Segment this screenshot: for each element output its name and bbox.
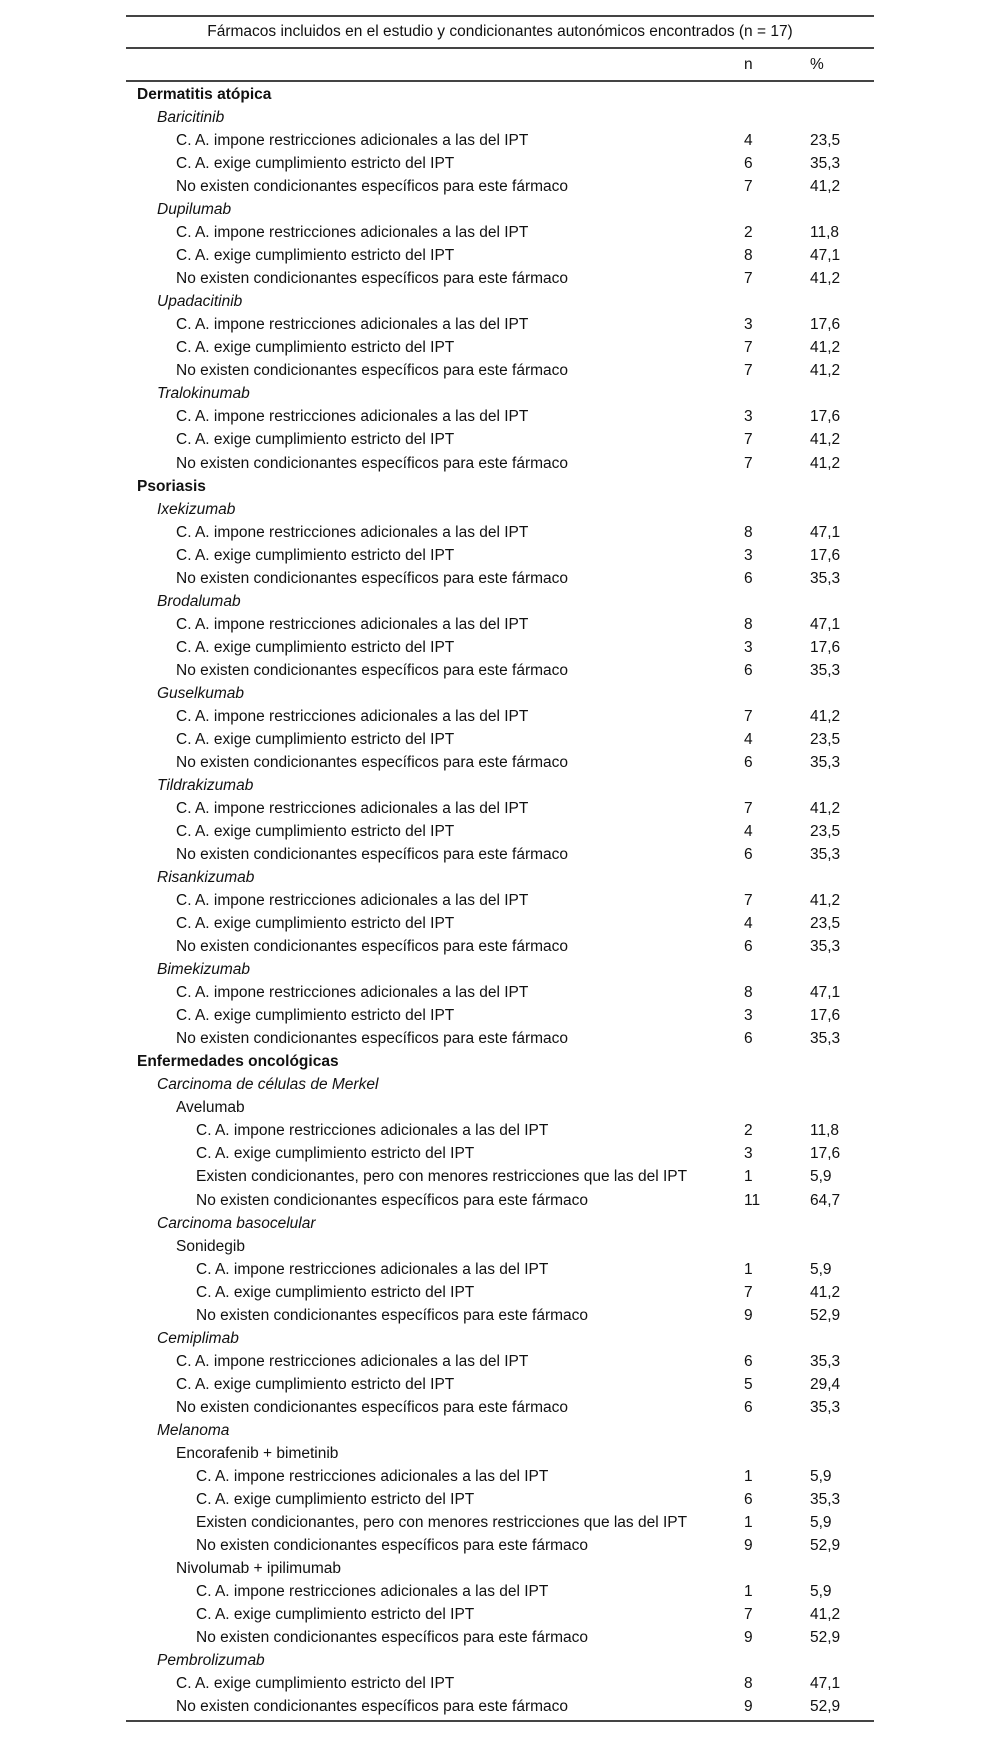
condition-row bbox=[126, 1142, 874, 1165]
data-table bbox=[126, 15, 874, 1722]
cell-percent: 23,5 bbox=[810, 132, 841, 150]
row-label: No existen condicionantes específicos para este fármaco bbox=[176, 846, 569, 864]
row-label: C. A. exige cumplimiento estricto del IPT bbox=[176, 431, 455, 449]
row-label: Melanoma bbox=[157, 1421, 230, 1439]
condition-row bbox=[126, 567, 874, 590]
condition-row bbox=[126, 751, 874, 774]
row-label: No existen condicionantes específicos para este fármaco bbox=[176, 178, 569, 196]
row-label: Pembrolizumab bbox=[157, 1652, 265, 1670]
drug-row bbox=[126, 682, 874, 705]
drug-row bbox=[126, 866, 874, 889]
row-label: Avelumab bbox=[176, 1099, 245, 1117]
cell-percent: 23,5 bbox=[810, 823, 841, 840]
condition-row bbox=[126, 313, 874, 336]
row-label: C. A. impone restricciones adicionales a las del IPT bbox=[176, 224, 529, 242]
cell-percent: 35,3 bbox=[810, 569, 841, 587]
drug-row bbox=[126, 1649, 874, 1672]
condition-row bbox=[126, 613, 874, 636]
cell-percent: 47,1 bbox=[810, 615, 841, 633]
cell-percent: 47,1 bbox=[810, 1675, 841, 1693]
cell-percent: 52,9 bbox=[810, 1698, 841, 1716]
condition-row bbox=[126, 1027, 874, 1050]
condition-row bbox=[126, 1580, 874, 1603]
column-header-row bbox=[126, 49, 874, 80]
category-row bbox=[126, 83, 874, 106]
row-label: C. A. exige cumplimiento estricto del IPT bbox=[176, 546, 455, 564]
condition-row bbox=[126, 797, 874, 820]
cell-percent: 17,6 bbox=[810, 316, 841, 334]
cell-n: 1 bbox=[744, 1168, 753, 1186]
row-label: C. A. impone restricciones adicionales a las del IPT bbox=[176, 408, 529, 426]
cell-n: 7 bbox=[744, 431, 753, 449]
drug-row bbox=[126, 290, 874, 313]
cell-n: 6 bbox=[744, 753, 753, 771]
cell-percent: 41,2 bbox=[810, 454, 841, 472]
row-label: C. A. exige cumplimiento estricto del IPT bbox=[196, 1145, 475, 1163]
row-label: Guselkumab bbox=[157, 684, 245, 702]
cell-percent: 35,3 bbox=[810, 1398, 841, 1416]
cell-percent: 23,5 bbox=[810, 915, 841, 933]
row-label: No existen condicionantes específicos para este fármaco bbox=[176, 938, 569, 956]
row-label: C. A. impone restricciones adicionales a las del IPT bbox=[176, 523, 529, 541]
bottom-rule bbox=[126, 1720, 874, 1722]
row-label: C. A. exige cumplimiento estricto del IPT bbox=[176, 247, 455, 265]
cell-percent: 35,3 bbox=[810, 155, 841, 173]
cell-percent: 35,3 bbox=[810, 1490, 841, 1508]
drug-row bbox=[126, 1096, 874, 1119]
condition-row bbox=[126, 728, 874, 751]
cell-percent: 41,2 bbox=[810, 1606, 841, 1624]
cell-n: 3 bbox=[744, 316, 753, 334]
condition-row bbox=[126, 935, 874, 958]
row-label: No existen condicionantes específicos para este fármaco bbox=[176, 1030, 569, 1048]
cell-percent: 47,1 bbox=[810, 523, 841, 541]
cell-percent: 41,2 bbox=[810, 892, 841, 910]
condition-row bbox=[126, 1511, 874, 1534]
cell-percent: 41,2 bbox=[810, 431, 841, 449]
cell-percent: 5,9 bbox=[810, 1467, 832, 1485]
cell-percent: 52,9 bbox=[810, 1629, 841, 1647]
condition-row bbox=[126, 1465, 874, 1488]
condition-row bbox=[126, 521, 874, 544]
row-label: Encorafenib + bimetinib bbox=[176, 1444, 339, 1462]
cell-percent: 41,2 bbox=[810, 1283, 841, 1301]
drug-row bbox=[126, 1442, 874, 1465]
cell-n: 4 bbox=[744, 132, 753, 150]
condition-row bbox=[126, 1189, 874, 1212]
cell-percent: 35,3 bbox=[810, 938, 841, 956]
cell-n: 6 bbox=[744, 661, 753, 679]
cell-n: 4 bbox=[744, 823, 753, 840]
category-row bbox=[126, 475, 874, 498]
cell-n: 8 bbox=[744, 984, 753, 1002]
cell-n: 1 bbox=[744, 1583, 753, 1601]
cell-percent: 35,3 bbox=[810, 753, 841, 771]
row-label: C. A. impone restricciones adicionales a las del IPT bbox=[196, 1583, 549, 1601]
condition-row bbox=[126, 1695, 874, 1718]
drug-row bbox=[126, 382, 874, 405]
row-label: C. A. impone restricciones adicionales a las del IPT bbox=[196, 1122, 549, 1140]
cell-n: 6 bbox=[744, 1030, 753, 1048]
cell-n: 2 bbox=[744, 1122, 753, 1140]
row-label: C. A. exige cumplimiento estricto del IPT bbox=[196, 1283, 475, 1301]
cell-percent: 35,3 bbox=[810, 846, 841, 864]
row-label: No existen condicionantes específicos para este fármaco bbox=[176, 362, 569, 380]
condition-row bbox=[126, 152, 874, 175]
cell-n: 6 bbox=[744, 1490, 753, 1508]
cell-percent: 5,9 bbox=[810, 1168, 832, 1186]
cell-percent: 11,8 bbox=[810, 224, 840, 242]
row-label: Dermatitis atópica bbox=[137, 86, 272, 103]
row-label: C. A. impone restricciones adicionales a las del IPT bbox=[176, 316, 529, 334]
cell-n: 3 bbox=[744, 546, 753, 564]
cell-percent: 11,8 bbox=[810, 1122, 840, 1140]
drug-row bbox=[126, 1327, 874, 1350]
condition-row bbox=[126, 1350, 874, 1373]
row-label: Bimekizumab bbox=[157, 961, 251, 979]
condition-row bbox=[126, 336, 874, 359]
row-label: C. A. exige cumplimiento estricto del IPT bbox=[196, 1490, 475, 1508]
row-label: C. A. exige cumplimiento estricto del IPT bbox=[176, 1007, 455, 1025]
row-label: C. A. exige cumplimiento estricto del IPT bbox=[176, 915, 455, 933]
row-label: Carcinoma de células de Merkel bbox=[157, 1076, 379, 1094]
cell-percent: 5,9 bbox=[810, 1583, 832, 1601]
row-label: C. A. exige cumplimiento estricto del IPT bbox=[176, 1375, 455, 1393]
cell-percent: 35,3 bbox=[810, 1352, 841, 1370]
drug-row bbox=[126, 1235, 874, 1258]
condition-row bbox=[126, 981, 874, 1004]
category-row bbox=[126, 1050, 874, 1073]
condition-row bbox=[126, 1119, 874, 1142]
row-label: C. A. exige cumplimiento estricto del IPT bbox=[196, 1606, 475, 1624]
condition-row bbox=[126, 705, 874, 728]
cell-n: 9 bbox=[744, 1306, 753, 1324]
cell-percent: 35,3 bbox=[810, 661, 841, 679]
cell-percent: 17,6 bbox=[810, 1007, 841, 1025]
condition-row bbox=[126, 1672, 874, 1695]
row-label: Risankizumab bbox=[157, 869, 255, 887]
drug-row bbox=[126, 106, 874, 129]
cell-n: 7 bbox=[744, 178, 753, 196]
cell-percent: 41,2 bbox=[810, 362, 841, 380]
row-label: No existen condicionantes específicos para este fármaco bbox=[176, 270, 569, 288]
condition-row bbox=[126, 1258, 874, 1281]
row-label: C. A. impone restricciones adicionales a las del IPT bbox=[196, 1260, 549, 1278]
condition-row bbox=[126, 452, 874, 475]
cell-percent: 17,6 bbox=[810, 638, 841, 656]
row-label: C. A. impone restricciones adicionales a las del IPT bbox=[176, 615, 529, 633]
row-label: No existen condicionantes específicos para este fármaco bbox=[196, 1629, 589, 1647]
cell-percent: 47,1 bbox=[810, 984, 841, 1002]
row-label: C. A. exige cumplimiento estricto del IPT bbox=[176, 823, 455, 840]
condition-row bbox=[126, 912, 874, 935]
condition-row bbox=[126, 1373, 874, 1396]
cell-n: 11 bbox=[744, 1191, 761, 1209]
row-label: Tildrakizumab bbox=[157, 776, 254, 794]
condition-row bbox=[126, 1304, 874, 1327]
row-label: Nivolumab + ipilimumab bbox=[176, 1560, 341, 1577]
row-label: C. A. exige cumplimiento estricto del IPT bbox=[176, 730, 455, 748]
condition-row bbox=[126, 1534, 874, 1557]
cell-n: 6 bbox=[744, 938, 753, 956]
cell-n: 7 bbox=[744, 339, 753, 357]
cell-n: 3 bbox=[744, 638, 753, 656]
table-body bbox=[126, 82, 874, 1720]
row-label: C. A. impone restricciones adicionales a las del IPT bbox=[176, 892, 529, 910]
condition-row bbox=[126, 359, 874, 382]
row-label: Dupilumab bbox=[157, 201, 232, 219]
row-label: No existen condicionantes específicos para este fármaco bbox=[196, 1306, 589, 1324]
table-title: Fármacos incluidos en el estudio y condicionantes autonómicos encontrados (n = 17) bbox=[207, 23, 793, 40]
cell-n: 1 bbox=[744, 1513, 753, 1531]
row-label: Existen condicionantes, pero con menores restricciones que las del IPT bbox=[196, 1168, 688, 1186]
cell-n: 6 bbox=[744, 1398, 753, 1416]
cell-n: 8 bbox=[744, 523, 753, 541]
cell-percent: 52,9 bbox=[810, 1306, 841, 1324]
row-label: Ixekizumab bbox=[157, 500, 236, 518]
cell-n: 8 bbox=[744, 1675, 753, 1693]
condition-row bbox=[126, 1281, 874, 1304]
cell-percent: 29,4 bbox=[810, 1375, 841, 1393]
cell-n: 7 bbox=[744, 892, 753, 910]
cell-n: 6 bbox=[744, 846, 753, 864]
row-label: C. A. impone restricciones adicionales a las del IPT bbox=[176, 132, 529, 150]
cell-percent: 5,9 bbox=[810, 1260, 832, 1278]
row-label: Psoriasis bbox=[137, 477, 206, 495]
cell-n: 5 bbox=[744, 1375, 753, 1393]
row-label: No existen condicionantes específicos para este fármaco bbox=[176, 661, 569, 679]
cell-n: 7 bbox=[744, 799, 753, 817]
drug-row bbox=[126, 590, 874, 613]
row-label: Baricitinib bbox=[157, 109, 225, 127]
cell-n: 8 bbox=[744, 247, 753, 265]
row-label: C. A. exige cumplimiento estricto del IPT bbox=[176, 155, 455, 173]
cell-n: 7 bbox=[744, 270, 753, 288]
condition-row bbox=[126, 244, 874, 267]
row-label: No existen condicionantes específicos para este fármaco bbox=[176, 454, 569, 472]
cell-n: 7 bbox=[744, 454, 753, 472]
cell-n: 6 bbox=[744, 1352, 753, 1370]
drug-row bbox=[126, 1419, 874, 1442]
cell-percent: 41,2 bbox=[810, 178, 841, 196]
cell-percent: 17,6 bbox=[810, 1145, 841, 1163]
condition-row bbox=[126, 221, 874, 244]
cell-n: 4 bbox=[744, 730, 753, 748]
cell-percent: 17,6 bbox=[810, 546, 841, 564]
cell-percent: 23,5 bbox=[810, 730, 841, 748]
cell-percent: 52,9 bbox=[810, 1536, 841, 1554]
row-label: C. A. impone restricciones adicionales a las del IPT bbox=[176, 799, 529, 817]
condition-row bbox=[126, 544, 874, 567]
row-label: Existen condicionantes, pero con menores restricciones que las del IPT bbox=[196, 1513, 688, 1531]
drug-row bbox=[126, 498, 874, 521]
condition-row bbox=[126, 267, 874, 290]
condition-row bbox=[126, 1626, 874, 1649]
cell-n: 9 bbox=[744, 1698, 753, 1716]
row-label: No existen condicionantes específicos para este fármaco bbox=[176, 1398, 569, 1416]
row-label: Carcinoma basocelular bbox=[157, 1214, 316, 1232]
condition-row bbox=[126, 175, 874, 198]
drug-row bbox=[126, 1557, 874, 1580]
drug-row bbox=[126, 1212, 874, 1235]
cell-n: 1 bbox=[744, 1260, 753, 1278]
cell-n: 2 bbox=[744, 224, 753, 242]
condition-row bbox=[126, 428, 874, 451]
cell-n: 3 bbox=[744, 1145, 753, 1163]
condition-row bbox=[126, 659, 874, 682]
cell-percent: 41,2 bbox=[810, 339, 841, 357]
cell-percent: 64,7 bbox=[810, 1191, 841, 1209]
cell-n: 8 bbox=[744, 615, 753, 633]
row-label: No existen condicionantes específicos para este fármaco bbox=[176, 1698, 569, 1716]
row-label: Brodalumab bbox=[157, 592, 241, 610]
condition-row bbox=[126, 129, 874, 152]
cell-percent: 5,9 bbox=[810, 1513, 832, 1531]
cell-percent: 17,6 bbox=[810, 408, 841, 426]
row-label: No existen condicionantes específicos para este fármaco bbox=[196, 1536, 589, 1554]
condition-row bbox=[126, 1488, 874, 1511]
column-header-percent: % bbox=[810, 56, 824, 73]
cell-n: 3 bbox=[744, 408, 753, 426]
condition-row bbox=[126, 1165, 874, 1188]
row-label: C. A. exige cumplimiento estricto del IPT bbox=[176, 638, 455, 656]
condition-row bbox=[126, 843, 874, 866]
drug-row bbox=[126, 774, 874, 797]
cell-percent: 41,2 bbox=[810, 799, 841, 817]
cell-n: 9 bbox=[744, 1536, 753, 1554]
drug-row bbox=[126, 1073, 874, 1096]
cell-n: 1 bbox=[744, 1467, 753, 1485]
cell-percent: 35,3 bbox=[810, 1030, 841, 1048]
condition-row bbox=[126, 820, 874, 843]
cell-n: 3 bbox=[744, 1007, 753, 1025]
row-label: C. A. impone restricciones adicionales a las del IPT bbox=[176, 984, 529, 1002]
row-label: Cemiplimab bbox=[157, 1329, 239, 1347]
condition-row bbox=[126, 889, 874, 912]
cell-n: 7 bbox=[744, 1606, 753, 1624]
cell-n: 7 bbox=[744, 707, 753, 725]
cell-n: 9 bbox=[744, 1629, 753, 1647]
cell-percent: 47,1 bbox=[810, 247, 841, 265]
cell-percent: 41,2 bbox=[810, 270, 841, 288]
condition-row bbox=[126, 1004, 874, 1027]
drug-row bbox=[126, 958, 874, 981]
row-label: C. A. exige cumplimiento estricto del IPT bbox=[176, 1675, 455, 1693]
cell-n: 7 bbox=[744, 362, 753, 380]
row-label: No existen condicionantes específicos para este fármaco bbox=[196, 1191, 589, 1209]
row-label: Tralokinumab bbox=[157, 385, 250, 403]
row-label: Upadacitinib bbox=[157, 293, 243, 311]
row-label: C. A. impone restricciones adicionales a las del IPT bbox=[196, 1467, 549, 1485]
drug-row bbox=[126, 198, 874, 221]
condition-row bbox=[126, 1603, 874, 1626]
cell-n: 6 bbox=[744, 155, 753, 173]
cell-n: 7 bbox=[744, 1283, 753, 1301]
cell-n: 6 bbox=[744, 569, 753, 587]
row-label: No existen condicionantes específicos para este fármaco bbox=[176, 753, 569, 771]
column-header-n: n bbox=[744, 56, 753, 73]
condition-row bbox=[126, 1396, 874, 1419]
row-label: No existen condicionantes específicos para este fármaco bbox=[176, 569, 569, 587]
cell-n: 4 bbox=[744, 915, 753, 933]
row-label: C. A. impone restricciones adicionales a las del IPT bbox=[176, 1352, 529, 1370]
row-label: C. A. impone restricciones adicionales a las del IPT bbox=[176, 707, 529, 725]
row-label: Sonidegib bbox=[176, 1237, 245, 1255]
condition-row bbox=[126, 636, 874, 659]
cell-percent: 41,2 bbox=[810, 707, 841, 725]
condition-row bbox=[126, 405, 874, 428]
row-label: C. A. exige cumplimiento estricto del IPT bbox=[176, 339, 455, 357]
row-label: Enfermedades oncológicas bbox=[137, 1053, 339, 1071]
